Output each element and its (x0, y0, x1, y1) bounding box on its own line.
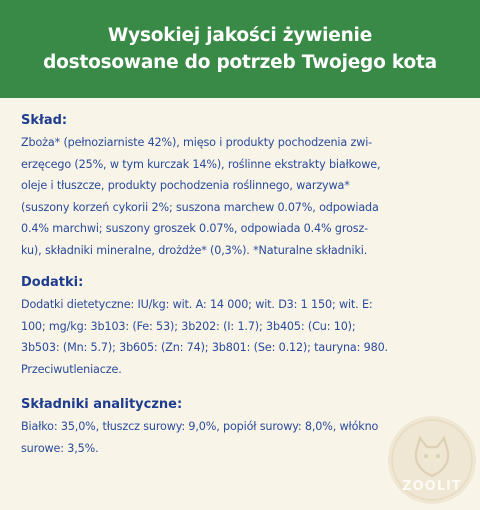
additives-line: Przeciwutleniacze. (21, 362, 122, 376)
composition-line: (suszony korzeń cykorii 2%; suszona marchew 0.07%, odpowiada (21, 200, 379, 214)
additives-line: 3b503: (Mn: 5.7); 3b605: (Zn: 74); 3b801: (Se: 0.12); tauryna: 980. (21, 341, 388, 354)
composition-line: Zboża* (pełnoziarniste 42%), mięso i produkty pochodzenia zwi- (21, 136, 373, 149)
section-title-analytical: Składniki analityczne: (21, 397, 183, 412)
section-composition (21, 110, 463, 261)
zoolit-logo-icon (386, 414, 478, 506)
title-line-2: dostosowane do potrzeb Twojego kota (43, 52, 437, 73)
section-title-composition: Skład: (21, 113, 68, 128)
section-additives (21, 272, 463, 380)
composition-line: erzęcego (25%, w tym kurczak 14%), roślinne ekstrakty białkowe, (21, 157, 381, 171)
zoolit-watermark-graphic (386, 414, 478, 506)
section-title-additives: Dodatki: (21, 275, 84, 290)
composition-line: oleje i tłuszcze, produkty pochodzenia roślinnego, warzywa* (21, 179, 350, 192)
composition-line: 0.4% marchwi; suszony groszek 0.07%, odpowiada 0.4% grosz- (21, 222, 369, 235)
composition-line: ku), składniki mineralne, drożdże* (0,3%). *Naturalne składniki. (21, 243, 368, 257)
analytical-line: Białko: 35,0%, tłuszcz surowy: 9,0%, popiół surowy: 8,0%, włókno (21, 420, 379, 433)
analytical-line: surowe: 3,5%. (21, 441, 99, 455)
title-line-1: Wysokiej jakości żywienie (107, 25, 373, 46)
additives-line: 100; mg/kg: 3b103: (Fe: 53); 3b202: (I: 1.7); 3b405: (Cu: 10); (21, 319, 356, 333)
title-banner (0, 0, 480, 98)
watermark-text: ZOOLIT (402, 479, 462, 494)
additives-line: Dodatki dietetyczne: IU/kg: wit. A: 14 000; wit. D3: 1 150; wit. E: (21, 298, 373, 311)
